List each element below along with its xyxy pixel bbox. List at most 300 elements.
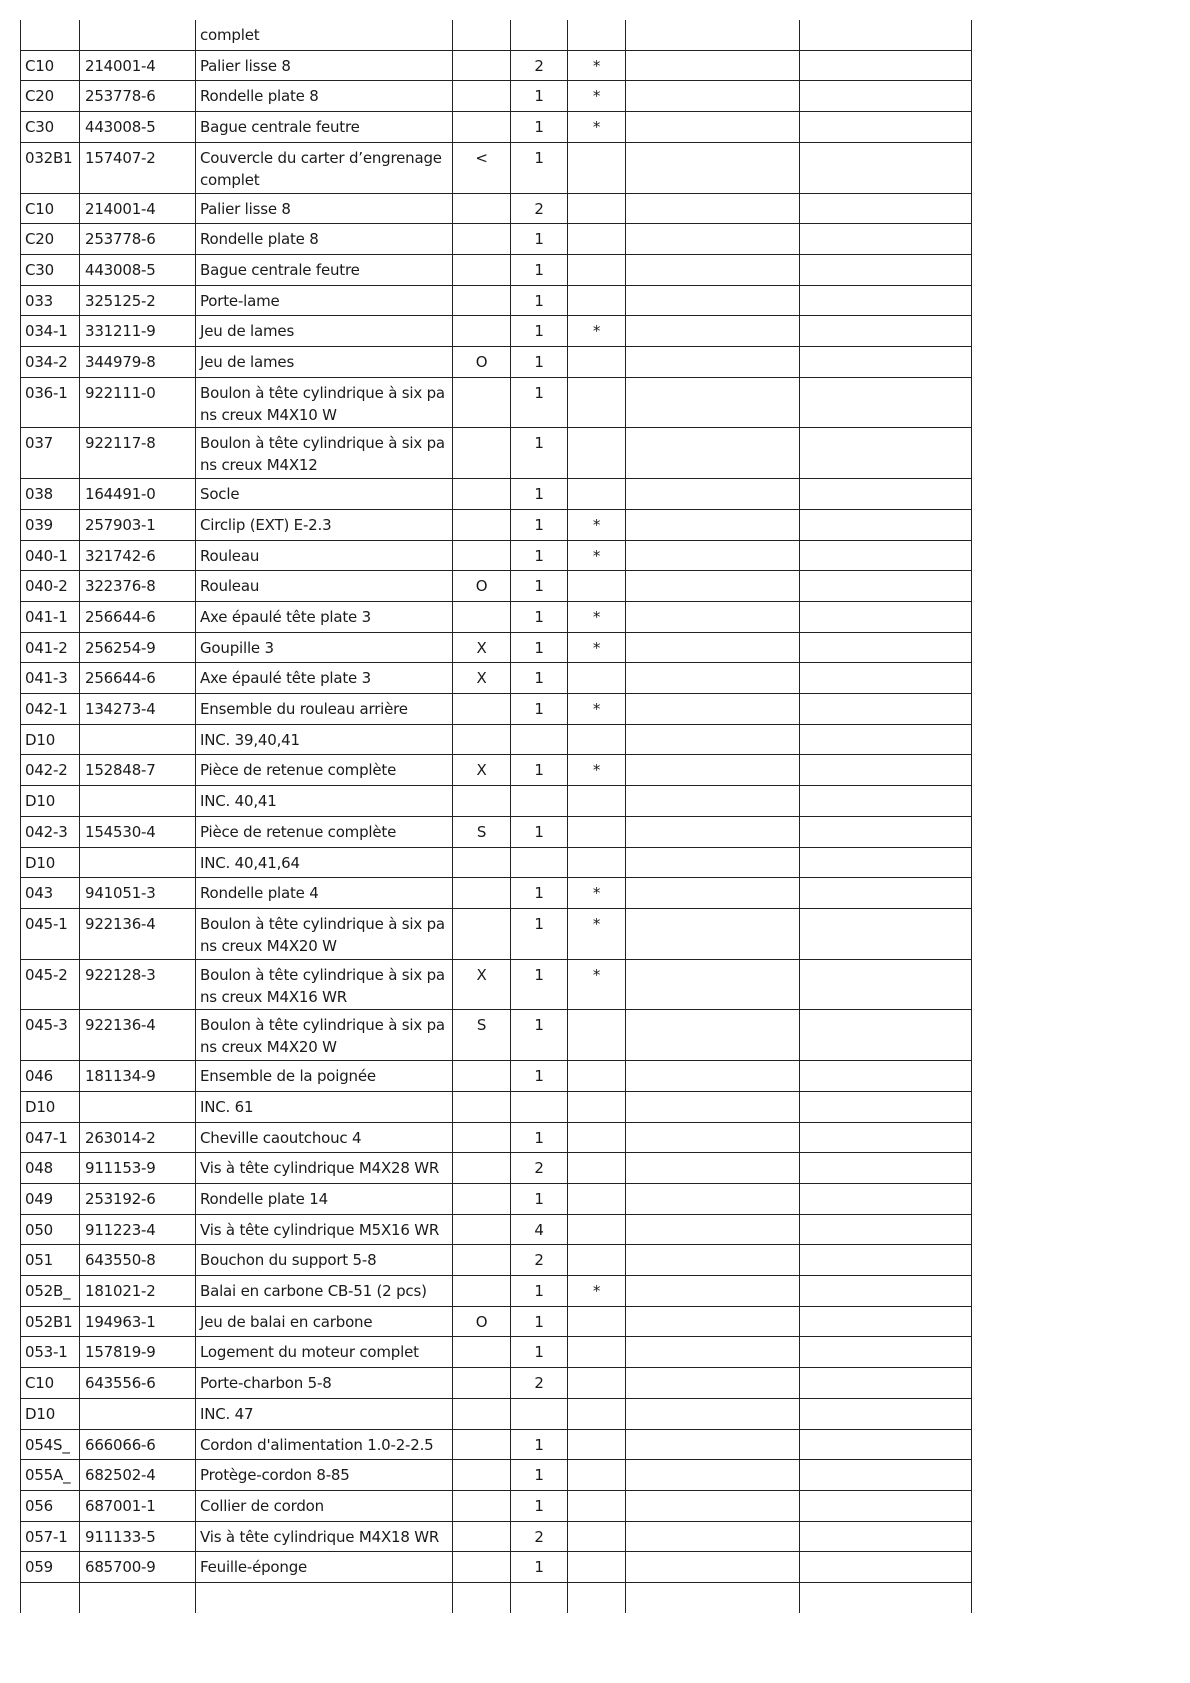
item-number-cell: 042-2 [21, 755, 80, 786]
description-cell: Collier de cordon [196, 1490, 453, 1521]
quantity-cell: 1 [511, 1460, 568, 1491]
blank-cell [800, 1429, 972, 1460]
quantity-cell: 1 [511, 428, 568, 479]
marker-cell [453, 1460, 511, 1491]
quantity-cell: 1 [511, 602, 568, 633]
description-cell: Cordon d'alimentation 1.0-2-2.5 [196, 1429, 453, 1460]
item-number-cell: 043 [21, 878, 80, 909]
table-row [21, 1552, 972, 1583]
part-number-cell: 253778-6 [80, 224, 196, 255]
marker-cell [453, 786, 511, 817]
part-number-cell [80, 724, 196, 755]
blank-cell [800, 254, 972, 285]
item-number-cell: 048 [21, 1153, 80, 1184]
blank-cell [800, 142, 972, 193]
blank-cell [626, 1460, 800, 1491]
table-row [21, 694, 972, 725]
table-row [21, 1398, 972, 1429]
item-number-cell: C30 [21, 254, 80, 285]
note-star-cell: * [568, 694, 626, 725]
marker-cell: S [453, 1010, 511, 1061]
part-number-cell: 134273-4 [80, 694, 196, 725]
description-cell: Jeu de lames [196, 346, 453, 377]
marker-cell [453, 316, 511, 347]
item-number-cell: 037 [21, 428, 80, 479]
quantity-cell: 1 [511, 694, 568, 725]
marker-cell [453, 1214, 511, 1245]
blank-cell [800, 428, 972, 479]
blank-cell [626, 847, 800, 878]
quantity-cell: 4 [511, 1214, 568, 1245]
blank-cell [800, 908, 972, 959]
blank-cell [800, 1153, 972, 1184]
table-row [21, 816, 972, 847]
item-number-cell: C10 [21, 1368, 80, 1399]
marker-cell: O [453, 1306, 511, 1337]
quantity-cell: 2 [511, 1368, 568, 1399]
marker-cell [453, 1368, 511, 1399]
blank-cell [626, 316, 800, 347]
note-star-cell [568, 786, 626, 817]
note-star-cell [568, 1552, 626, 1583]
blank-cell [626, 1398, 800, 1429]
quantity-cell: 2 [511, 1245, 568, 1276]
quantity-cell: 1 [511, 316, 568, 347]
quantity-cell: 1 [511, 112, 568, 143]
quantity-cell: 1 [511, 377, 568, 428]
part-number-cell: 256644-6 [80, 602, 196, 633]
part-number-cell [80, 786, 196, 817]
blank-cell [800, 724, 972, 755]
table-row [21, 224, 972, 255]
part-number-cell: 194963-1 [80, 1306, 196, 1337]
item-number-cell: 034-2 [21, 346, 80, 377]
table-row [21, 724, 972, 755]
item-number-cell: 040-1 [21, 540, 80, 571]
blank-cell [800, 632, 972, 663]
item-number-cell: 041-3 [21, 663, 80, 694]
item-number-cell: C20 [21, 224, 80, 255]
marker-cell: O [453, 571, 511, 602]
blank-cell [800, 1122, 972, 1153]
table-row [21, 540, 972, 571]
blank-cell [626, 663, 800, 694]
part-number-cell: 256254-9 [80, 632, 196, 663]
blank-cell [626, 1153, 800, 1184]
quantity-cell [511, 786, 568, 817]
blank-cell [800, 509, 972, 540]
marker-cell [453, 1552, 511, 1583]
description-cell: Boulon à tête cylindrique à six pa ns creux M4X10 W [196, 377, 453, 428]
description-cell: Cheville caoutchouc 4 [196, 1122, 453, 1153]
table-row [21, 1010, 972, 1061]
part-number-cell: 253778-6 [80, 81, 196, 112]
quantity-cell: 1 [511, 571, 568, 602]
blank-cell [626, 878, 800, 909]
item-number-cell: 045-1 [21, 908, 80, 959]
blank-cell [626, 1368, 800, 1399]
blank-cell [800, 1245, 972, 1276]
item-number-cell: 041-1 [21, 602, 80, 633]
blank-cell [626, 346, 800, 377]
note-star-cell: * [568, 540, 626, 571]
table-row [21, 1521, 972, 1552]
part-number-cell: 643556-6 [80, 1368, 196, 1399]
table-row [21, 959, 972, 1010]
table-row [21, 847, 972, 878]
note-star-cell: * [568, 112, 626, 143]
note-star-cell: * [568, 755, 626, 786]
blank-cell [800, 479, 972, 510]
table-row [21, 1306, 972, 1337]
blank-cell [626, 908, 800, 959]
item-number-cell: D10 [21, 786, 80, 817]
table-row [21, 1184, 972, 1215]
marker-cell: S [453, 816, 511, 847]
description-cell: Boulon à tête cylindrique à six pa ns creux M4X20 W [196, 908, 453, 959]
item-number-cell: 056 [21, 1490, 80, 1521]
quantity-cell: 1 [511, 81, 568, 112]
quantity-cell: 1 [511, 632, 568, 663]
item-number-cell: 051 [21, 1245, 80, 1276]
note-star-cell [568, 1582, 626, 1612]
blank-cell [800, 20, 972, 50]
item-number-cell: 049 [21, 1184, 80, 1215]
blank-cell [800, 1490, 972, 1521]
item-number-cell: 054S_ [21, 1429, 80, 1460]
part-number-cell [80, 20, 196, 50]
blank-cell [626, 479, 800, 510]
part-number-cell: 214001-4 [80, 50, 196, 81]
item-number-cell: 039 [21, 509, 80, 540]
table-row [21, 908, 972, 959]
blank-cell [626, 1091, 800, 1122]
note-star-cell: * [568, 878, 626, 909]
note-star-cell [568, 1337, 626, 1368]
item-number-cell: C10 [21, 50, 80, 81]
description-cell [196, 1582, 453, 1612]
quantity-cell: 1 [511, 1490, 568, 1521]
marker-cell [453, 847, 511, 878]
table-row [21, 346, 972, 377]
quantity-cell: 1 [511, 1122, 568, 1153]
description-cell: complet [196, 20, 453, 50]
blank-cell [800, 663, 972, 694]
quantity-cell: 1 [511, 1010, 568, 1061]
part-number-cell: 687001-1 [80, 1490, 196, 1521]
marker-cell [453, 377, 511, 428]
marker-cell [453, 878, 511, 909]
note-star-cell [568, 1306, 626, 1337]
table-row [21, 142, 972, 193]
blank-cell [626, 632, 800, 663]
part-number-cell [80, 1091, 196, 1122]
blank-cell [626, 571, 800, 602]
blank-cell [800, 1061, 972, 1092]
table-row [21, 1337, 972, 1368]
note-star-cell [568, 724, 626, 755]
item-number-cell [21, 1582, 80, 1612]
blank-cell [800, 316, 972, 347]
blank-cell [800, 1276, 972, 1307]
blank-cell [800, 1306, 972, 1337]
note-star-cell: * [568, 632, 626, 663]
table-row [21, 316, 972, 347]
note-star-cell [568, 571, 626, 602]
quantity-cell [511, 1398, 568, 1429]
description-cell: Logement du moteur complet [196, 1337, 453, 1368]
note-star-cell [568, 1061, 626, 1092]
description-cell: Rouleau [196, 540, 453, 571]
blank-cell [800, 755, 972, 786]
note-star-cell: * [568, 316, 626, 347]
quantity-cell: 1 [511, 142, 568, 193]
blank-cell [626, 1061, 800, 1092]
item-number-cell: 045-2 [21, 959, 80, 1010]
quantity-cell [511, 847, 568, 878]
part-number-cell: 214001-4 [80, 193, 196, 224]
description-cell: Axe épaulé tête plate 3 [196, 602, 453, 633]
item-number-cell: 033 [21, 285, 80, 316]
blank-cell [626, 786, 800, 817]
part-number-cell: 922136-4 [80, 1010, 196, 1061]
part-number-cell: 331211-9 [80, 316, 196, 347]
description-cell: Couvercle du carter d’engrenage complet [196, 142, 453, 193]
description-cell: Protège-cordon 8-85 [196, 1460, 453, 1491]
part-number-cell [80, 1582, 196, 1612]
item-number-cell: 055A_ [21, 1460, 80, 1491]
marker-cell [453, 1061, 511, 1092]
blank-cell [626, 959, 800, 1010]
marker-cell [453, 479, 511, 510]
blank-cell [800, 878, 972, 909]
note-star-cell [568, 479, 626, 510]
blank-cell [626, 602, 800, 633]
blank-cell [800, 1582, 972, 1612]
marker-cell [453, 724, 511, 755]
blank-cell [800, 1337, 972, 1368]
blank-cell [626, 1276, 800, 1307]
marker-cell: X [453, 959, 511, 1010]
blank-cell [626, 540, 800, 571]
item-number-cell: 057-1 [21, 1521, 80, 1552]
description-cell: Ensemble de la poignée [196, 1061, 453, 1092]
item-number-cell: D10 [21, 1398, 80, 1429]
marker-cell [453, 1398, 511, 1429]
part-number-cell: 911223-4 [80, 1214, 196, 1245]
note-star-cell [568, 1122, 626, 1153]
table-row [21, 20, 972, 50]
note-star-cell: * [568, 50, 626, 81]
note-star-cell [568, 1521, 626, 1552]
part-number-cell: 922117-8 [80, 428, 196, 479]
item-number-cell: 040-2 [21, 571, 80, 602]
note-star-cell [568, 142, 626, 193]
description-cell: Circlip (EXT) E-2.3 [196, 509, 453, 540]
table-row [21, 112, 972, 143]
note-star-cell [568, 816, 626, 847]
description-cell: Porte-lame [196, 285, 453, 316]
marker-cell [453, 1582, 511, 1612]
table-row [21, 1245, 972, 1276]
blank-cell [800, 50, 972, 81]
blank-cell [800, 346, 972, 377]
blank-cell [800, 1460, 972, 1491]
blank-cell [626, 112, 800, 143]
table-row [21, 1368, 972, 1399]
parts-table-body [21, 20, 972, 1613]
blank-cell [626, 1245, 800, 1276]
blank-cell [626, 694, 800, 725]
marker-cell [453, 224, 511, 255]
item-number-cell: 052B_ [21, 1276, 80, 1307]
part-number-cell: 325125-2 [80, 285, 196, 316]
quantity-cell: 2 [511, 50, 568, 81]
note-star-cell [568, 847, 626, 878]
marker-cell [453, 20, 511, 50]
marker-cell [453, 1521, 511, 1552]
quantity-cell: 1 [511, 1184, 568, 1215]
quantity-cell: 1 [511, 224, 568, 255]
item-number-cell [21, 20, 80, 50]
note-star-cell [568, 1429, 626, 1460]
part-number-cell: 157819-9 [80, 1337, 196, 1368]
marker-cell [453, 694, 511, 725]
description-cell: Boulon à tête cylindrique à six pa ns creux M4X20 W [196, 1010, 453, 1061]
table-row [21, 1122, 972, 1153]
blank-cell [626, 1184, 800, 1215]
table-row [21, 1061, 972, 1092]
blank-cell [626, 224, 800, 255]
blank-cell [800, 81, 972, 112]
note-star-cell: * [568, 602, 626, 633]
table-row [21, 509, 972, 540]
note-star-cell [568, 346, 626, 377]
blank-cell [626, 724, 800, 755]
part-number-cell: 263014-2 [80, 1122, 196, 1153]
blank-cell [626, 20, 800, 50]
item-number-cell: D10 [21, 847, 80, 878]
quantity-cell: 1 [511, 285, 568, 316]
description-cell: Vis à tête cylindrique M4X28 WR [196, 1153, 453, 1184]
part-number-cell: 256644-6 [80, 663, 196, 694]
blank-cell [800, 193, 972, 224]
marker-cell [453, 1490, 511, 1521]
blank-cell [626, 142, 800, 193]
description-cell: Boulon à tête cylindrique à six pa ns creux M4X12 [196, 428, 453, 479]
part-number-cell [80, 1398, 196, 1429]
blank-cell [626, 1582, 800, 1612]
quantity-cell: 1 [511, 1306, 568, 1337]
marker-cell [453, 50, 511, 81]
blank-cell [800, 816, 972, 847]
description-cell: Rondelle plate 8 [196, 81, 453, 112]
blank-cell [800, 377, 972, 428]
part-number-cell [80, 847, 196, 878]
blank-cell [800, 786, 972, 817]
note-star-cell [568, 1184, 626, 1215]
quantity-cell: 1 [511, 509, 568, 540]
quantity-cell: 1 [511, 959, 568, 1010]
marker-cell [453, 908, 511, 959]
item-number-cell: C30 [21, 112, 80, 143]
part-number-cell: 181134-9 [80, 1061, 196, 1092]
description-cell: Palier lisse 8 [196, 193, 453, 224]
table-row [21, 377, 972, 428]
part-number-cell: 157407-2 [80, 142, 196, 193]
part-number-cell: 344979-8 [80, 346, 196, 377]
blank-cell [626, 1429, 800, 1460]
description-cell: Socle [196, 479, 453, 510]
description-cell: INC. 47 [196, 1398, 453, 1429]
note-star-cell [568, 663, 626, 694]
note-star-cell: * [568, 81, 626, 112]
blank-cell [800, 540, 972, 571]
quantity-cell: 1 [511, 479, 568, 510]
part-number-cell: 164491-0 [80, 479, 196, 510]
description-cell: INC. 40,41 [196, 786, 453, 817]
note-star-cell [568, 193, 626, 224]
marker-cell [453, 1153, 511, 1184]
marker-cell: X [453, 755, 511, 786]
note-star-cell [568, 285, 626, 316]
table-row [21, 254, 972, 285]
blank-cell [800, 694, 972, 725]
part-number-cell: 911133-5 [80, 1521, 196, 1552]
item-number-cell: 053-1 [21, 1337, 80, 1368]
note-star-cell [568, 1398, 626, 1429]
blank-cell [800, 847, 972, 878]
blank-cell [626, 193, 800, 224]
blank-cell [800, 1368, 972, 1399]
blank-cell [626, 81, 800, 112]
quantity-cell: 1 [511, 1337, 568, 1368]
blank-cell [800, 224, 972, 255]
blank-cell [800, 1214, 972, 1245]
description-cell: Rondelle plate 8 [196, 224, 453, 255]
marker-cell [453, 193, 511, 224]
quantity-cell: 1 [511, 663, 568, 694]
table-row [21, 632, 972, 663]
table-row [21, 1091, 972, 1122]
table-row [21, 1460, 972, 1491]
description-cell: Rondelle plate 14 [196, 1184, 453, 1215]
table-row [21, 663, 972, 694]
part-number-cell: 253192-6 [80, 1184, 196, 1215]
quantity-cell: 1 [511, 1061, 568, 1092]
part-number-cell: 443008-5 [80, 112, 196, 143]
marker-cell [453, 428, 511, 479]
marker-cell [453, 1245, 511, 1276]
table-row [21, 1429, 972, 1460]
description-cell: Pièce de retenue complète [196, 755, 453, 786]
item-number-cell: 032B1 [21, 142, 80, 193]
blank-cell [626, 428, 800, 479]
quantity-cell: 1 [511, 878, 568, 909]
description-cell: Bague centrale feutre [196, 112, 453, 143]
marker-cell [453, 1429, 511, 1460]
blank-cell [800, 1184, 972, 1215]
blank-cell [800, 959, 972, 1010]
note-star-cell: * [568, 509, 626, 540]
blank-cell [626, 1337, 800, 1368]
marker-cell [453, 254, 511, 285]
note-star-cell [568, 1010, 626, 1061]
parts-list-table [20, 20, 972, 1613]
marker-cell [453, 509, 511, 540]
note-star-cell [568, 1245, 626, 1276]
quantity-cell: 1 [511, 254, 568, 285]
